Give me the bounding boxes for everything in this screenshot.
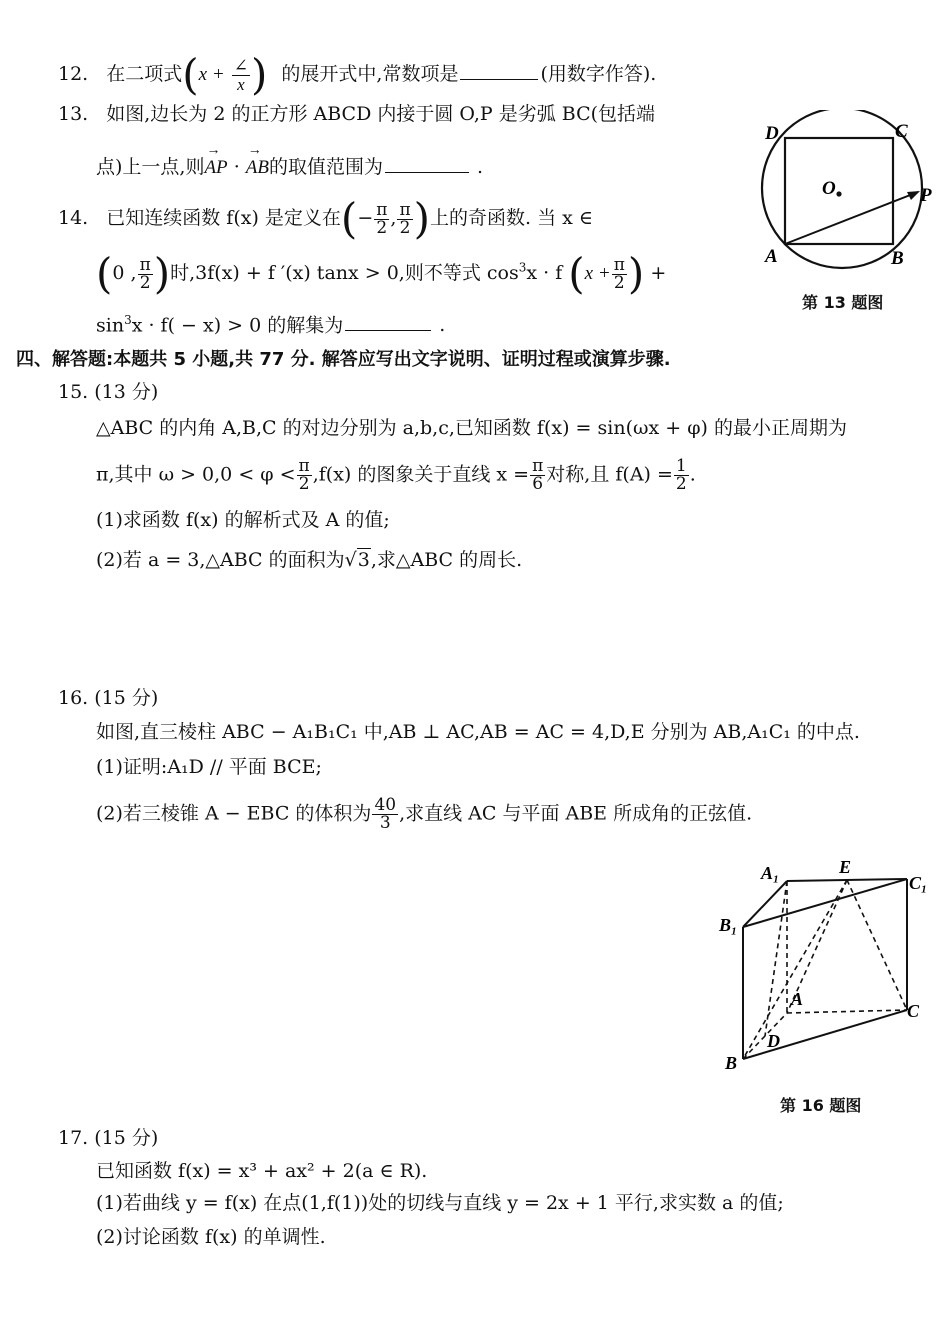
q14-line3 [96,314,445,337]
label-b: B [725,1053,738,1073]
q15-text2c: 对称,且 f(A) = [546,463,673,486]
q12-tail: (用数字作答). [540,63,657,85]
vector-ap: → AP [204,157,227,179]
sqrt-3: 3 [357,549,370,571]
label-b1: B₁ [719,915,738,935]
frac-den: 2 [613,272,625,293]
label-a: A [765,246,778,267]
q15-part2-post: ,求△ABC 的周长. [370,549,523,571]
edge-a1d [765,881,787,1036]
q16-frac-40-3 [372,797,398,832]
q13-text1: 如图,边长为 2 的正方形 ABCD 内接于圆 O,P 是劣弧 BC(包括端 [106,103,656,125]
edge-ec [847,880,907,1010]
frac-den: 2 [298,474,310,494]
q16-part1: (1)证明:A₁D // 平面 BCE; [96,756,322,778]
left-paren: ( [182,50,199,99]
center-point-o [836,191,841,196]
left-paren: ( [340,194,358,243]
q14-period: . [439,314,446,337]
q15-header: 15. (13 分) [58,381,159,403]
edge-b1-c1 [743,879,907,927]
q15-text2b: ,f(x) 的图象关于直线 x = [312,463,530,486]
frac-den: 2 [675,474,687,494]
edge-ac [787,1010,907,1013]
q15-frac-1-2 [674,458,689,493]
q14-frac-pi-2b [138,254,153,293]
q16-header: 16. (15 分) [58,687,159,709]
q13-period: . [477,156,484,178]
exponent-3: 3 [518,260,527,275]
q17-part2: (2)讨论函数 f(x) 的单调性. [96,1226,326,1248]
q12-line [58,50,657,99]
q13-text2-post: 的取值范围为 [269,156,384,178]
label-d: D [765,123,779,144]
figure-16-caption: 第 16 题图 [780,1096,862,1115]
q17-header: 17. (15 分) [58,1127,159,1149]
label-o: O [822,178,836,199]
label-c: C [907,1001,920,1021]
plus-sign: + [650,262,667,284]
q15-text2a: π,其中 ω > 0,0 < φ < [96,463,296,486]
frac-num: π [613,254,625,275]
q14-text2-mid: 时,3f(x) + f ′(x) tanx > 0,则不等式 cos [170,262,519,284]
q12-pre: 在二项式 [106,63,183,85]
frac-num: π [532,456,544,476]
q16-part2-post: ,求直线 AC 与平面 ABE 所成角的正弦值. [399,802,753,825]
q14-line1: 14. 已知连续函数 f(x) 是定义在(− $\frac{\pi}{2}$ , $\frac{\pi}{2}$ )上的奇函数. 当 x ∈ [58,194,593,243]
q14-text2-post: x · f [526,262,563,284]
q17-line1: 已知函数 f(x) = x³ + ax² + 2(a ∈ R). [96,1160,428,1182]
q14-frac-pi-2c [612,254,627,293]
q13-line1 [58,104,655,126]
q15-line1: △ABC 的内角 A,B,C 的对边分别为 a,b,c,已知函数 f(x) = sin(ωx + φ) 的最小正周期为 [96,417,847,439]
q12-term: x + [198,64,225,85]
segment-ap [785,192,918,244]
label-b: B [891,248,904,269]
dot-operator: · [227,156,246,178]
minus-sign: − [357,207,374,229]
frac-den: 2 [139,272,151,293]
section-4-heading: 四、解答题:本题共 5 小题,共 77 分. 解答应写出文字说明、证明过程或演算步骤. [16,349,671,370]
q15-part2: (2)若 a = 3,△ABC 的面积为√3,求△ABC 的周长. [96,549,523,571]
q16-part2 [96,797,752,832]
label-c1: C₁ [909,873,928,893]
right-paren: ) [153,249,171,298]
square-abcd [785,138,893,244]
frac-den: 3 [379,813,391,833]
frac-den: 6 [532,474,544,494]
q15-period: . [689,463,696,486]
q13-answer-blank[interactable] [385,171,469,173]
q12-frac-num: ∠ [233,55,248,76]
q12-answer-blank[interactable] [460,78,538,80]
label-a: A [791,989,804,1009]
q14-line2 [96,249,667,298]
q15-part2-pre: (2)若 a = 3,△ABC 的面积为 [96,549,345,571]
q14-answer-blank[interactable] [345,329,431,331]
q14-frac-pi-2 [397,199,412,238]
q12-post: 的展开式中,常数项是 [281,63,459,85]
right-paren: ) [250,50,268,99]
frac-den: 2 [399,217,411,238]
right-paren: ) [413,194,431,243]
frac-den: 2 [376,217,388,238]
vector-ab: → AB [246,157,269,179]
q16-part2-pre: (2)若三棱锥 A − EBC 的体积为 [96,802,372,825]
q14-number: 14. [58,207,89,229]
q14-frac-neg-pi-2 [374,199,389,238]
label-e: E [839,857,852,877]
q12-number: 12. [58,63,89,85]
sin-text: sin [96,314,125,337]
q15-frac-pi-6 [530,458,545,493]
label-c: C [895,121,908,142]
frac-num: π [139,254,151,275]
label-p: P [920,185,932,206]
label-d: D [767,1031,780,1051]
q14-text1-pre: 已知连续函数 f(x) 是定义在 [106,207,341,229]
q15-line2 [96,458,696,493]
frac-num: π [399,199,411,220]
interval-start: 0 , [112,262,137,284]
q15-part1: (1)求函数 f(x) 的解析式及 A 的值; [96,509,390,531]
figure-13-caption: 第 13 题图 [802,293,884,312]
left-paren: ( [96,249,113,298]
q16-line1: 如图,直三棱柱 ABC − A₁B₁C₁ 中,AB ⊥ AC,AB = AC = 4,D,E 分别为 AB,A₁C₁ 的中点. [96,721,860,743]
arrowhead-p [907,191,920,200]
exponent-3: 3 [124,313,132,327]
figure-13-circle-square [752,110,942,275]
label-a1: A₁ [761,863,780,883]
q13-text2-pre: 点)上一点,则 [96,156,205,178]
q14-text1-post: 上的奇函数. 当 x ∈ [430,207,593,229]
frac-num: π [298,456,310,476]
frac-num: 1 [675,456,687,476]
q12-frac-den: x [237,74,245,94]
figure-16-prism [715,855,940,1075]
q15-frac-pi-2 [297,458,312,493]
q14-text3-post: x · f( − x) > 0 的解集为 [131,314,344,337]
left-paren: ( [568,249,585,298]
q12-fraction [232,55,250,94]
right-paren: ) [627,249,645,298]
x-plus: x + [584,263,611,284]
frac-num: 40 [374,795,397,815]
q17-part1: (1)若曲线 y = f(x) 在点(1,f(1))处的切线与直线 y = 2x + 1 平行,求实数 a 的值; [96,1192,784,1214]
frac-num: π [376,199,388,220]
q13-number: 13. [58,103,89,125]
q13-line2 [96,157,483,179]
